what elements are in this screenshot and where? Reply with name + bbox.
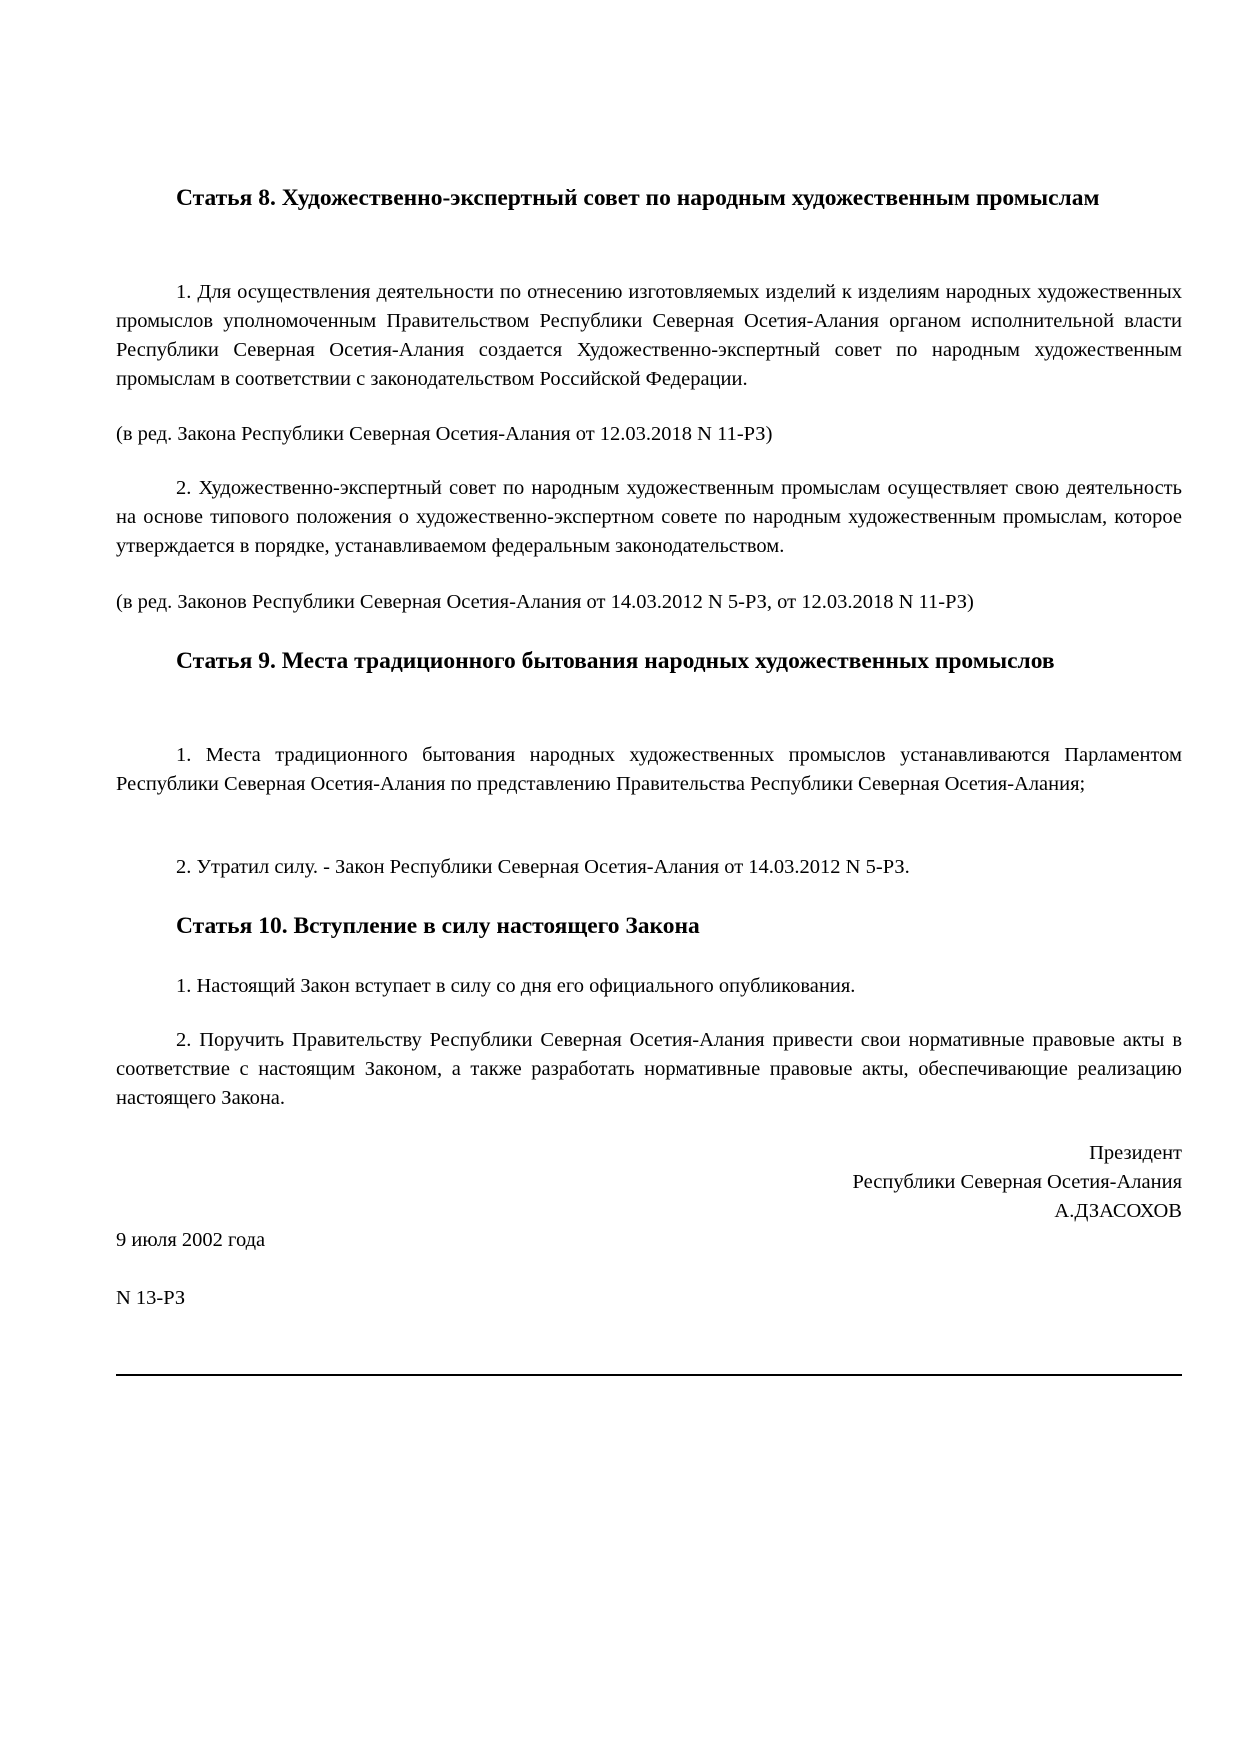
article-10-heading: Статья 10. Вступление в силу настоящего Закона (176, 913, 700, 939)
article-8-paragraph-1-note: (в ред. Закона Республики Северная Осетия-Алания от 12.03.2018 N 11-РЗ) (116, 423, 773, 445)
article-10-paragraph-1: 1. Настоящий Закон вступает в силу со дня его официального опубликования. (176, 975, 856, 997)
article-9-heading: Статья 9. Места традиционного бытования народных художественных промыслов (176, 648, 1055, 674)
article-8-paragraph-2: 2. Художественно-экспертный совет по народным художественным промыслам осуществляет свою деятельность на основе типового положения о художественно-экспертном совете по народным художественным промыслам, которое утверждается в порядке, устанавливаемом федеральным законодательством. (116, 477, 1182, 557)
footer-divider (116, 1374, 1182, 1376)
signature-title: Президент (1089, 1142, 1182, 1164)
article-10-paragraph-2: 2. Поручить Правительству Республики Северная Осетия-Алания привести свои нормативные правовые акты в соответствие с настоящим Законом, а также разработать нормативные правовые акты, обеспечивающие реализацию настоящего Закона. (116, 1029, 1182, 1109)
law-date: 9 июля 2002 года (116, 1229, 266, 1251)
law-number: N 13-РЗ (116, 1287, 186, 1309)
article-8-paragraph-2-note: (в ред. Законов Республики Северная Осетия-Алания от 14.03.2012 N 5-РЗ, от 12.03.2018 N 11-РЗ) (116, 591, 974, 613)
article-9-paragraph-2: 2. Утратил силу. - Закон Республики Северная Осетия-Алания от 14.03.2012 N 5-РЗ. (176, 856, 910, 878)
article-8-heading: Статья 8. Художественно-экспертный совет по народным художественным промыслам (176, 185, 1100, 211)
signature-org: Республики Северная Осетия-Алания (852, 1171, 1182, 1193)
signature-block (116, 1139, 1182, 1226)
article-8-paragraph-1: 1. Для осуществления деятельности по отнесению изготовляемых изделий к изделиям народных художественных промыслов уполномоченным Правительством Республики Северная Осетия-Алания органом исполнительной власти Республики Северная Осетия-Алания создается Художественно-экспертный совет по народным художественным промыслам в соответствии с законодательством Российской Федерации. (116, 281, 1182, 390)
article-9-paragraph-1: 1. Места традиционного бытования народных художественных промыслов устанавливаются Парламентом Республики Северная Осетия-Алания по представлению Правительства Республики Северная Осетия-Алания; (116, 744, 1182, 795)
signature-name: А.ДЗАСОХОВ (1054, 1200, 1182, 1222)
